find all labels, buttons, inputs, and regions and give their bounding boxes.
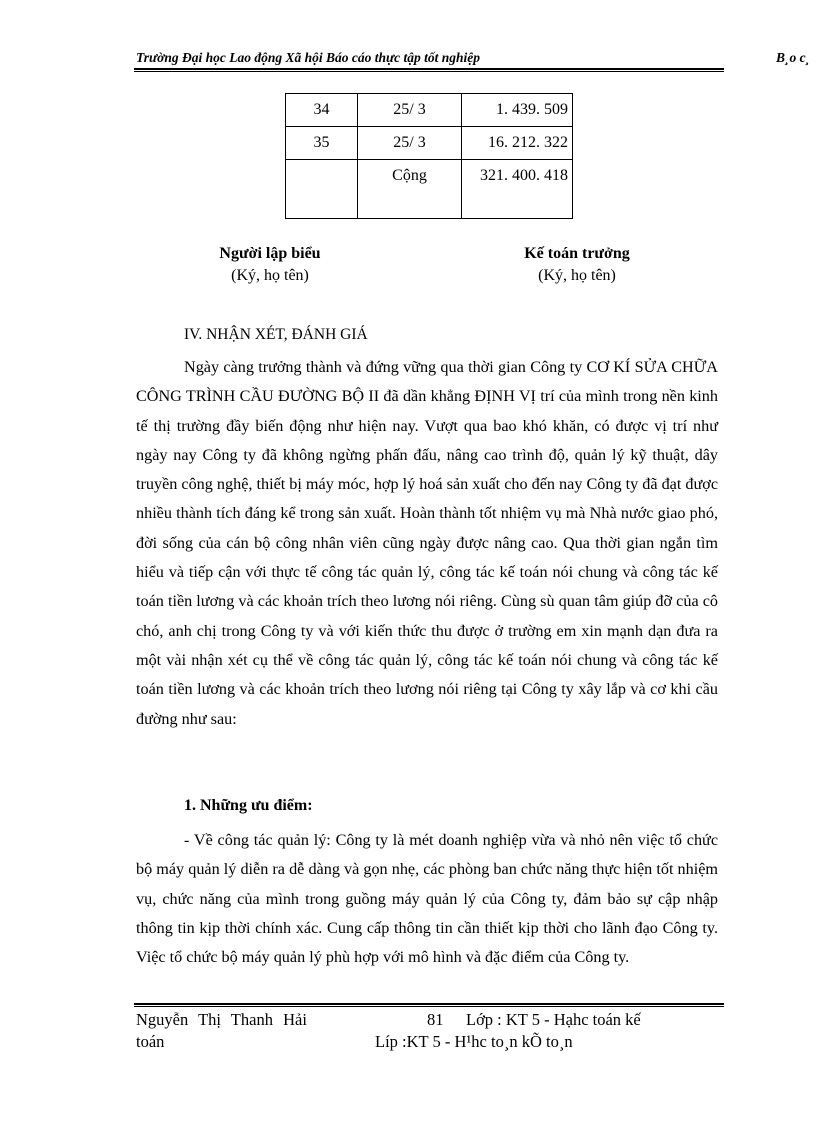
- ledger-table: [285, 93, 573, 219]
- signature-note: (Ký, họ tên): [538, 267, 616, 284]
- header-right-fragment: B¸o c¸: [776, 50, 811, 65]
- header-rule-thin: [134, 71, 724, 72]
- subheading: 1. Những ưu điểm:: [184, 797, 313, 814]
- header-title: Trường Đại học Lao động Xã hội Báo cáo thực tập tốt nghiệp: [136, 50, 480, 65]
- table-cell: [286, 160, 358, 219]
- body-paragraph: - Về công tác quản lý: Công ty là mét doanh nghiệp vừa và nhỏ nên việc tổ chức bộ máy quản lý diễn ra dễ dàng và gọn nhẹ, các phòng ban chức năng thực hiện tốt nhiệm vụ, chức năng của mình trong guồng máy quản lý của Công ty, đảm bảo sự cập nhập thông tin kịp thời chính xác. Cung cấp thông tin cần thiết kịp thời cho lãnh đạo Công ty. Việc tổ chức bộ máy quản lý phù hợp với mô hình và đặc điểm của Công ty.: [136, 831, 718, 967]
- footer-author-cont: toán: [136, 1032, 165, 1051]
- table-row: [286, 127, 573, 160]
- signature-role: Người lập biểu: [219, 245, 321, 262]
- footer-page-number: 81: [427, 1010, 444, 1029]
- signature-role: Kế toán trưởng: [524, 245, 630, 262]
- table-cell: 16. 212. 322: [462, 127, 573, 160]
- footer-class-garbled: Líp :KT 5 - H¹hc to¸n kÕ to¸n: [375, 1032, 573, 1051]
- table-cell: 35: [286, 127, 358, 160]
- signature-chief-accountant: [467, 243, 687, 287]
- table-cell-total: 321. 400. 418: [462, 160, 573, 219]
- table-cell: 25/ 3: [358, 127, 462, 160]
- section-heading: IV. NHẬN XÉT, ĐÁNH GIÁ: [184, 326, 368, 343]
- body-paragraph: Ngày càng trưởng thành và đứng vững qua thời gian Công ty CƠ KÍ SỬA CHỮA CÔNG TRÌNH CẦU ĐƯỜNG BỘ II đã dần khẳng ĐỊNH VỊ trí của mình trong nền kinh tế thị trường đầy biến động như hiện nay. Vượt qua bao khó khăn, có được vị trí như ngày nay Công ty đã không ngừng phấn đấu, nâng cao trình độ, quản lý kỹ thuật, dây truyền công nghệ, thiết bị máy móc, hợp lý hoá sản xuất cho đến nay Công ty đã đạt được nhiều thành tích đáng kể trong sản xuất. Hoàn thành tốt nhiệm vụ mà Nhà nước giao phó, đời sống của cán bộ công nhân viên cũng ngày được nâng cao. Qua thời gian ngắn tìm hiểu và tiếp cận với thực tế công tác quản lý, công tác kế toán nói chung và công tác kế toán tiền lương và các khoản trích theo lương nói riêng. Cùng sù quan tâm giúp đỡ của cô chó, anh chị trong Công ty và với kiến thức thu được ở trường em xin mạnh dạn đưa ra một vài nhận xét cụ thể về công tác quản lý, công tác kế toán nói chung và công tác kế toán tiền lương và các khoản trích theo lương nói riêng tại Công ty xây lắp và cơ khi cầu đường như sau:: [136, 358, 718, 728]
- table-cell: 25/ 3: [358, 94, 462, 127]
- header-rule-thick: [134, 68, 724, 70]
- table-cell: Cộng: [358, 160, 462, 219]
- table-cell: 34: [286, 94, 358, 127]
- footer-rule-thin: [134, 1006, 724, 1007]
- signature-preparer: [160, 243, 380, 287]
- table-row: [286, 94, 573, 127]
- table-row-total: [286, 160, 573, 219]
- footer-rule-thick: [134, 1003, 724, 1005]
- footer-class: Lớp : KT 5 - Hạhc toán kế: [466, 1010, 641, 1029]
- signature-note: (Ký, họ tên): [231, 267, 309, 284]
- table-cell: 1. 439. 509: [462, 94, 573, 127]
- footer-author: Nguyễn Thị Thanh Hải: [136, 1010, 307, 1029]
